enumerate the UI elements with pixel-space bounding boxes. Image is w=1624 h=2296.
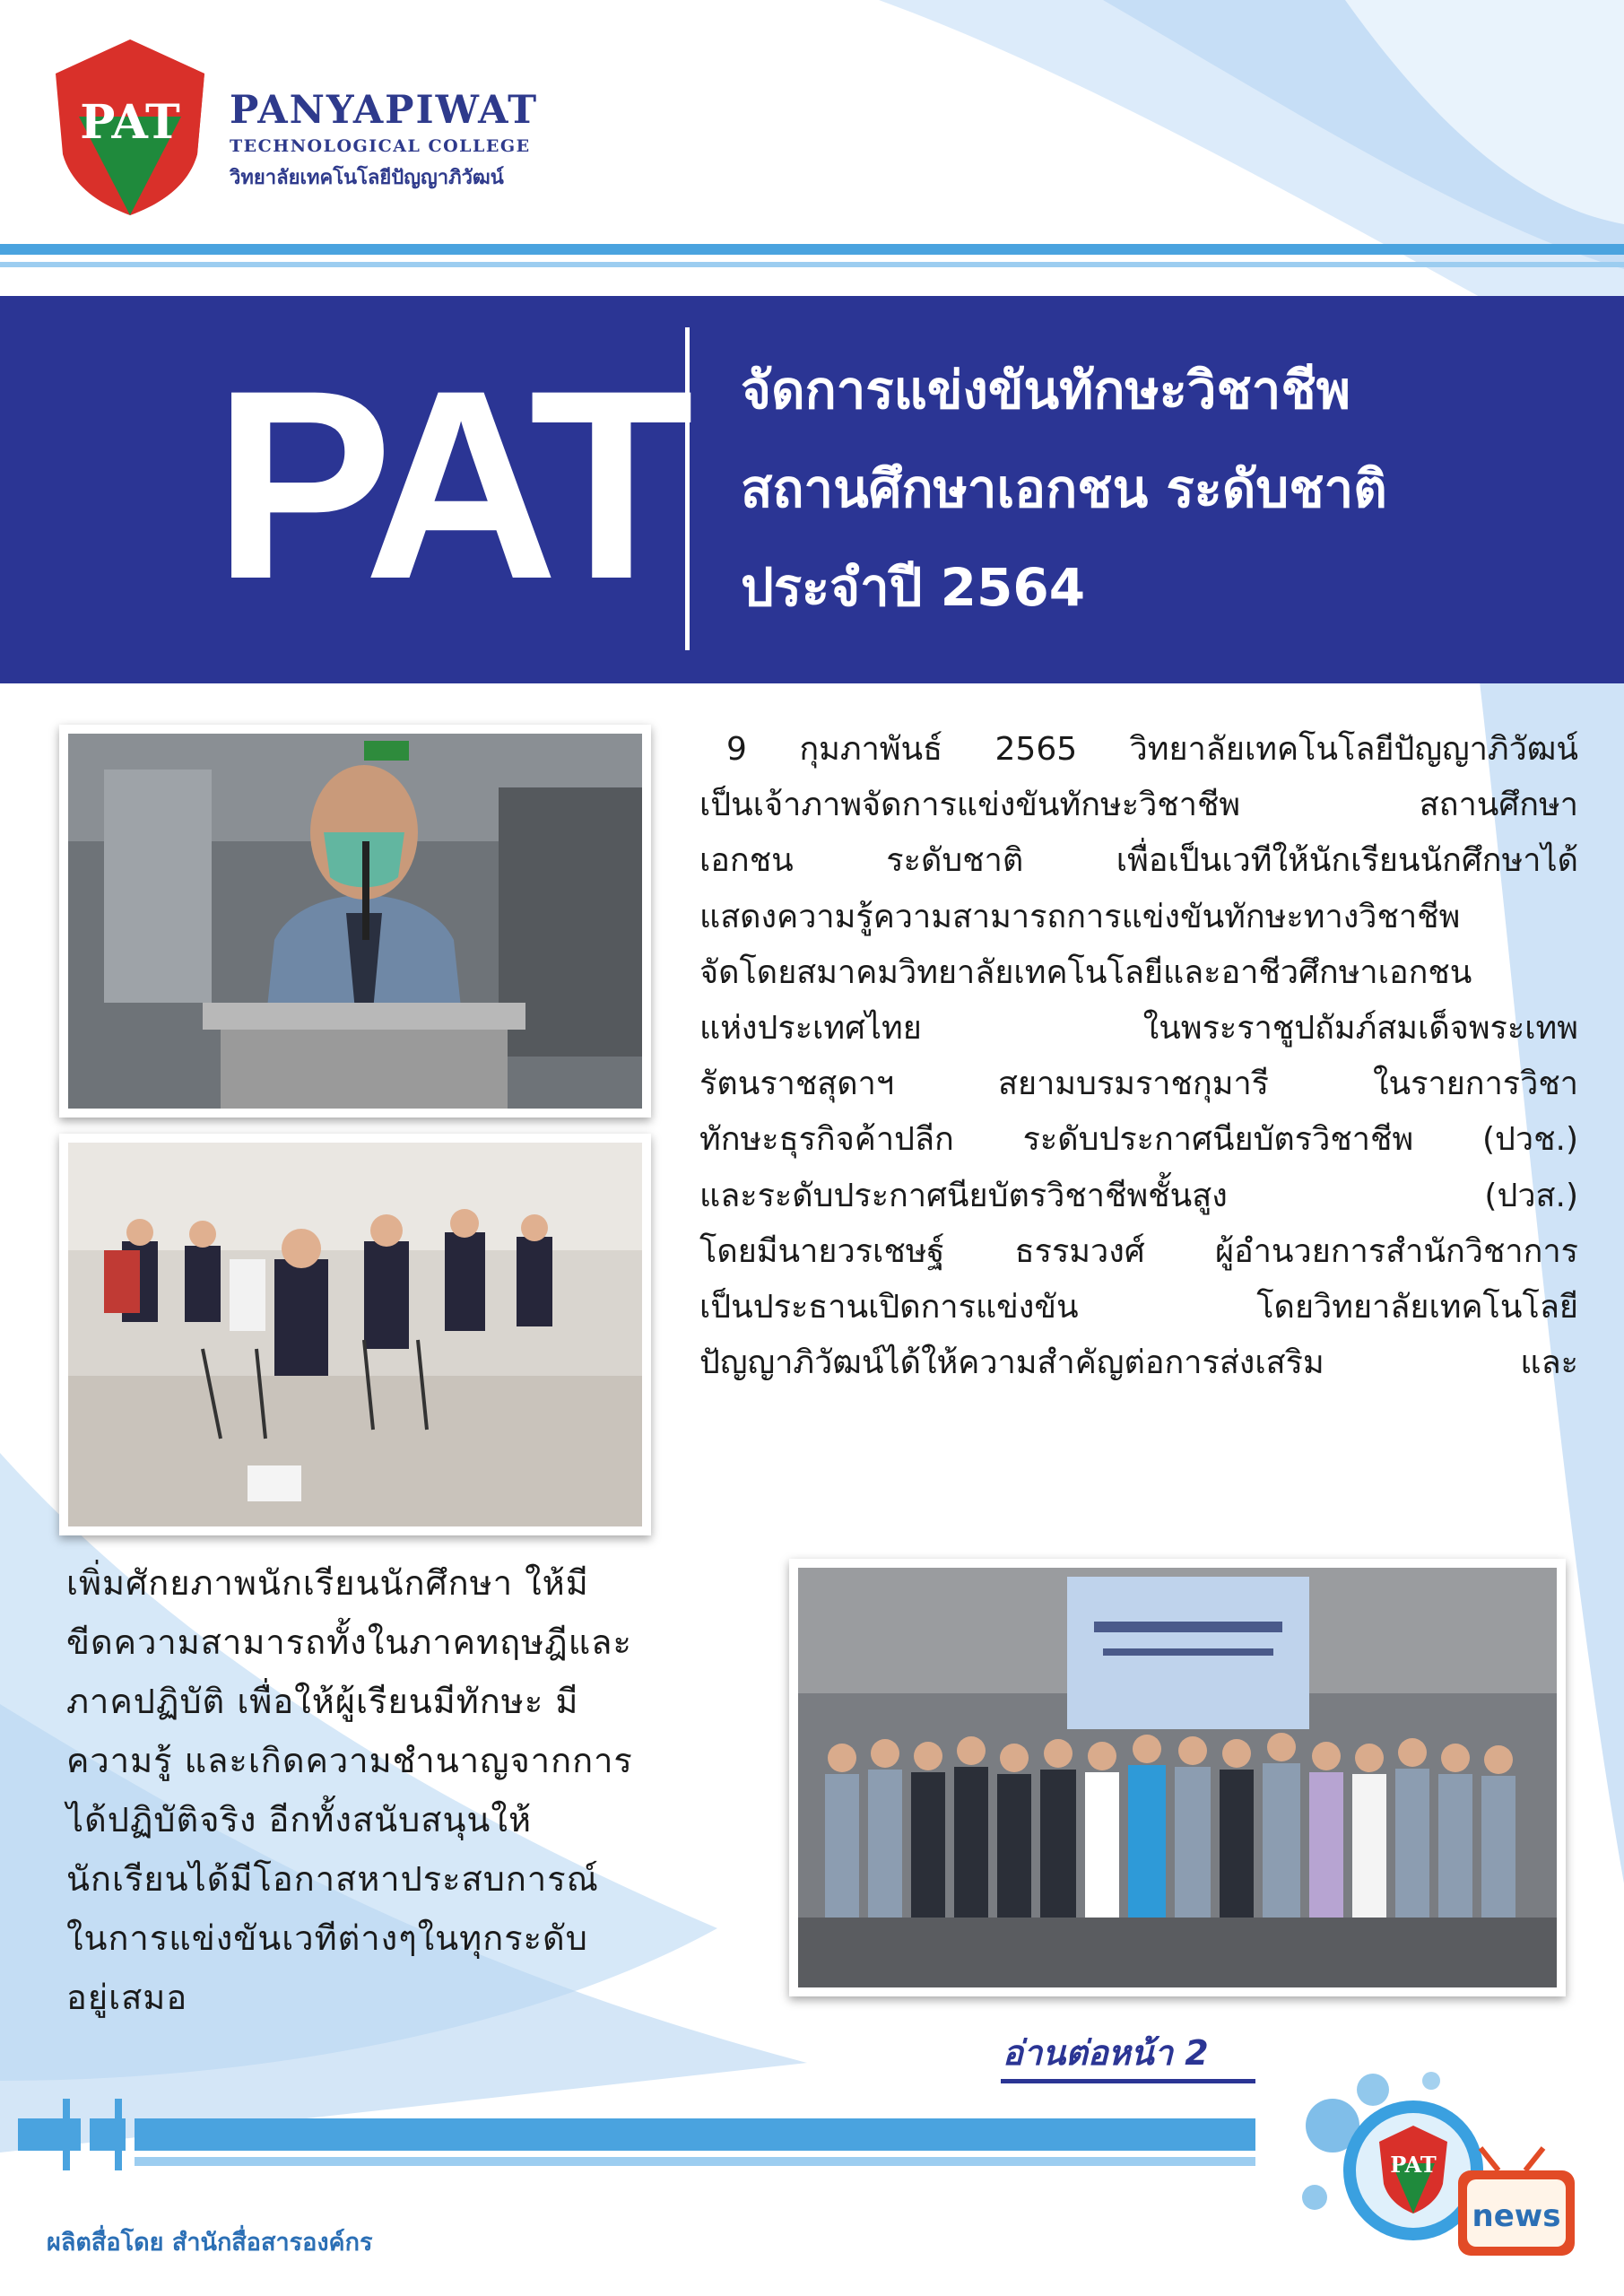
news-label: news [1472, 2198, 1561, 2234]
headline [741, 341, 1602, 637]
brand-name: PANYAPIWAT [230, 88, 539, 133]
article-line: ปัญญาภิวัฒน์ได้ให้ความสำคัญต่อการส่งเสริม และ [699, 1344, 1578, 1382]
article-line: อยู่เสมอ [66, 1978, 188, 2017]
news-logo-text: PAT [1390, 2152, 1437, 2178]
footer-block-1 [18, 2118, 81, 2151]
photo-speaker [59, 725, 651, 1118]
article-left-column [66, 1553, 748, 2027]
headline-line: จัดการแข่งขันทักษะวิชาชีพ [741, 360, 1350, 421]
article-line: เอกชน ระดับชาติ เพื่อเป็นเวทีให้นักเรียนนักศึกษาได้ [699, 842, 1578, 880]
article-line: จัดโดยสมาคมวิทยาลัยเทคโนโลยีและอาชีวศึกษาเอกชน [699, 953, 1472, 991]
article-line: ความรู้ และเกิดความชำนาญจากการ [66, 1741, 633, 1780]
article-line: ภาคปฏิบัติ เพื่อให้ผู้เรียนมีทักษะ มี [66, 1682, 579, 1721]
article-line: ทักษะธุรกิจค้าปลีก ระดับประกาศนียบัตรวิชาชีพ (ปวช.) [699, 1121, 1578, 1159]
header-stripe-light [0, 262, 1624, 267]
article-line: แห่งประเทศไทย ในพระราชูปถัมภ์สมเด็จพระเทพ [699, 1010, 1578, 1048]
footer-vertical-2 [115, 2099, 122, 2170]
article-line: 9 กุมภาพันธ์ 2565 วิทยาลัยเทคโนโลยีปัญญาภิวัฒน์ [726, 731, 1578, 768]
photo-group [789, 1559, 1566, 1996]
article-line: นักเรียนได้มีโอกาสหาประสบการณ์ [66, 1859, 599, 1899]
read-more-link[interactable]: อ่านต่อหน้า 2 [1003, 2033, 1209, 2073]
article-line: เป็นประธานเปิดการแข่งขัน โดยวิทยาลัยเทคโนโลยี [699, 1289, 1578, 1326]
footer-stripe [135, 2118, 1255, 2151]
headline-line: สถานศึกษาเอกชน ระดับชาติ [741, 458, 1387, 519]
banner-big-text: PAT [213, 334, 685, 635]
brand-block [230, 90, 538, 193]
article-line: รัตนราชสุดาฯ สยามบรมราชกุมารี ในรายการวิชา [699, 1065, 1578, 1103]
news-logo-icon [1297, 2063, 1584, 2278]
article-line: โดยมีนายวรเชษฐ์ ธรรมวงศ์ ผู้อำนวยการสำนักวิชาการ [699, 1232, 1578, 1270]
speaker-image [68, 734, 642, 1109]
read-more-underline [1001, 2079, 1255, 2083]
students-image [68, 1143, 642, 1526]
article-line: ขีดความสามารถทั้งในภาคทฤษฎีและ [66, 1622, 632, 1662]
article-right-column [699, 722, 1578, 1391]
footer-credit: ผลิตสื่อโดย สำนักสื่อสารองค์กร [47, 2229, 373, 2257]
article-line: ในการแข่งขันเวทีต่างๆในทุกระดับ [66, 1918, 588, 1958]
article-line: แสดงความรู้ความสามารถการแข่งขันทักษะทางวิชาชีพ [699, 898, 1461, 935]
brand-subtitle: TECHNOLOGICAL COLLEGE [230, 136, 531, 156]
header-stripe [0, 244, 1624, 255]
article-line: เพิ่มศักยภาพนักเรียนนักศึกษา ให้มี [66, 1563, 589, 1603]
article-line: และระดับประกาศนียบัตรวิชาชีพชั้นสูง (ปวส.) [699, 1177, 1578, 1214]
footer-vertical-1 [63, 2099, 70, 2170]
headline-line: ประจำปี 2564 [741, 557, 1086, 618]
banner-divider [685, 327, 690, 650]
group-image [798, 1568, 1557, 1987]
brand-thai-name: วิทยาลัยเทคโนโลยีปัญญาภิวัฒน์ [230, 167, 504, 189]
article-line: เป็นเจ้าภาพจัดการแข่งขันทักษะวิชาชีพ สถานศึกษา [699, 787, 1578, 824]
photo-students [59, 1134, 651, 1535]
logo-text: PAT [80, 95, 180, 150]
article-line: ได้ปฏิบัติจริง อีกทั้งสนับสนุนให้ [66, 1800, 533, 1839]
footer-stripe-thin [135, 2157, 1255, 2166]
college-logo-icon [54, 38, 206, 217]
